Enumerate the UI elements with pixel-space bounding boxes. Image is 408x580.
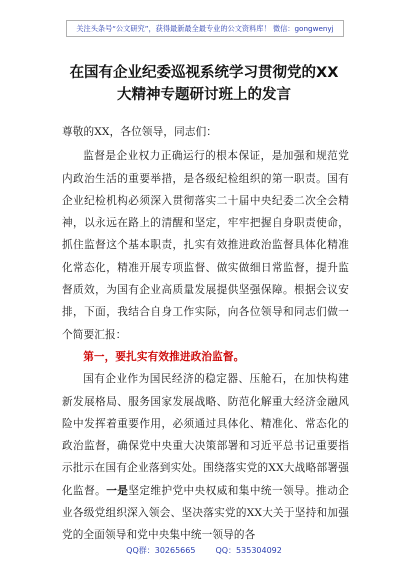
promo-banner: 关注头条号“公文研究”，获得最新最全最专业的公文资料库！ 微信：gongwenyj <box>66 20 344 37</box>
document-body <box>62 121 349 547</box>
footer-qq-group: QQ群：30265665 <box>126 546 196 555</box>
section-heading-1: 第一，要扎实有效推进政治监督。 <box>83 350 245 363</box>
paragraph-text: 国有企业作为国民经济的稳定器、压舱石，在加快构建新发展格局、服务国家发展战略、防范化解重大经济金融风险中发挥着重要作用，必须通过具体化、精准化、常态化的政治监督，确保党中央重大决策部署和习近平总书记重要指示批示在国有企业落到实处。围绕落实党的XX大战略部署强化监督。 <box>62 373 349 497</box>
title-line-1: 在国有企业纪委巡视系统学习贯彻党的XX <box>69 65 339 81</box>
paragraph-text-continued: 坚定维护党中央权威和集中统一领导。推动企业各级党组织深入领会、坚决落实党的XX大关于坚持和加强党的全面领导和党中央集中统一领导的各 <box>62 484 349 542</box>
greeting: 尊敬的XX，各位领导，同志们： <box>62 126 218 138</box>
page-footer <box>0 545 408 557</box>
title-line-2: 大精神专题研讨班上的发言 <box>117 87 291 103</box>
footer-qq: QQ：535304092 <box>215 546 282 555</box>
paragraph-political-supervision <box>62 368 349 546</box>
document-title <box>36 62 372 106</box>
paragraph-intro: 监督是企业权力正确运行的根本保证，是加强和规范党内政治生活的重要举措，是各级纪检组织的第一职责。国有企业纪检机构必须深入贯彻落实二十届中央纪委二次全会精神，以永远在路上的清醒和坚定，牢牢把握自身职责使命，抓住监督这个基本职责，扎实有效推进政治监督具体化精准化常态化，精准开展专项监督、做实做细日常监督，提升监督质效，为国有企业高质量发展提供坚强保障。根据会议安排，下面，我结合自身工作实际，向各位领导和同志们做一个简要汇报： <box>62 150 349 341</box>
point-marker: 一是 <box>106 484 129 497</box>
